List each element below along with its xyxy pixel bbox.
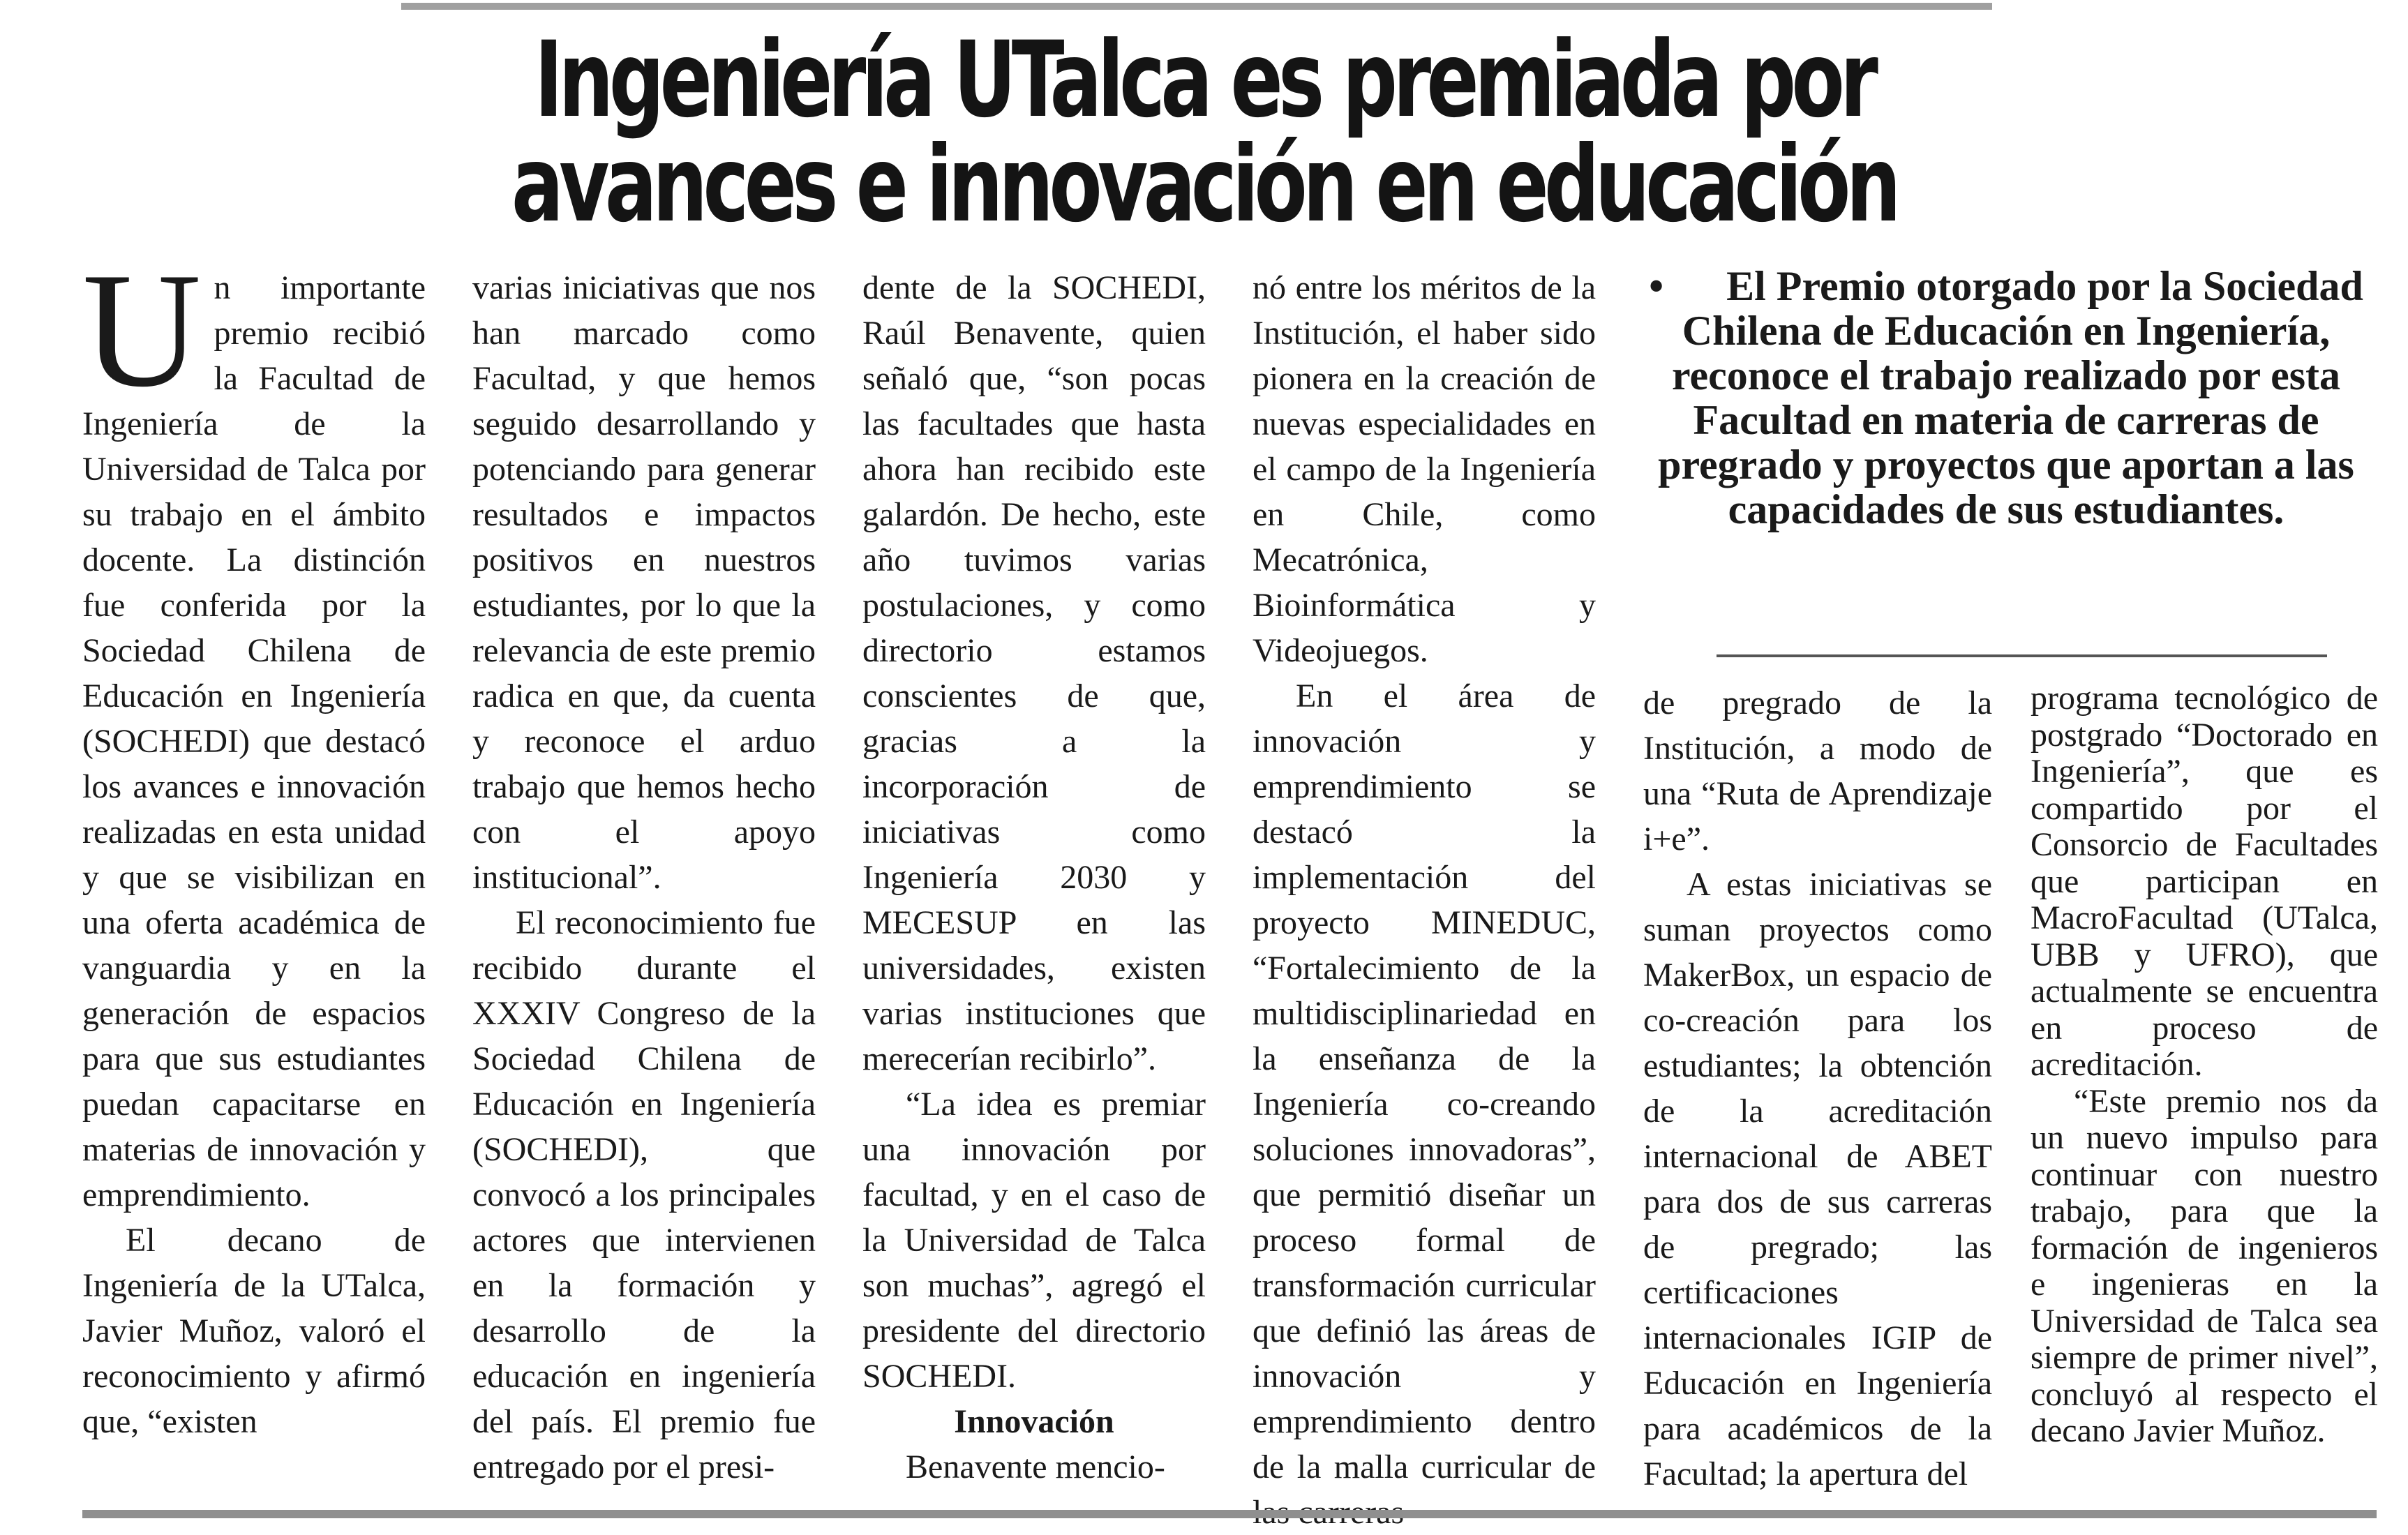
paragraph-closing-quote: “Este premio nos da un nuevo impulso para continuar con nuestro trabajo, para que la formación de ingenieros e ingenieras en la Universidad de Talca sea siempre de primer nivel”, concluyó al respecto el decano Javier Muñoz. <box>2031 1082 2378 1449</box>
column-6 <box>2031 680 2378 1450</box>
paragraph-dean-quote-cont: varias iniciativas que nos han marcado como Facultad, y que hemos seguido desarrollando y potenciando para generar resultados e impactos positivos en nuestros estudiantes, por lo que la relevancia de este premio radica en que, da cuenta y reconoce el arduo trabajo que hemos hecho con el apoyo institucional”. <box>472 269 816 896</box>
bottom-rule <box>82 1510 2377 1518</box>
column-3 <box>862 265 1206 1490</box>
paragraph-innovation-area-cont: de pregrado de la Institución, a modo de una “Ruta de Aprendizaje i+e”. <box>1643 684 1992 858</box>
column-1 <box>82 239 426 1444</box>
headline-line-1: Ingeniería UTalca es premiada por <box>534 20 1874 141</box>
subheading-innovacion: Innovación <box>954 1403 1114 1440</box>
paragraph-president-quote: “La idea es premiar una innovación por facultad, y en el caso de la Universidad de Talca son muchas”, agregó el presidente del directorio SOCHEDI. <box>862 1086 1206 1395</box>
headline-line-2: avances e innovación en educación <box>511 124 1897 246</box>
paragraph-merits-cont: nó entre los méritos de la Institución, el haber sido pionera en la creación de nuevas especialidades en el campo de la Ingeniería en Chile, como Mecatrónica, Bioinformática y Videojuegos. <box>1252 269 1596 669</box>
lead-divider <box>1717 654 2327 657</box>
paragraph-merits: Benavente mencio- <box>906 1448 1165 1485</box>
paragraph-intro-text: n importante premio recibió la Facultad de Ingeniería de la Universidad de Talca por su trabajo en el ámbito docente. La distinción fue conferida por la Sociedad Chilena de Educación en Ingeniería (SOCHEDI) que destacó los avances e innovación realizadas en esta unidad y que se visibilizan en una oferta académica de vanguardia y en la generación de espacios para que sus estudiantes puedan capacitarse en materias de innovación y emprendimiento. <box>82 269 426 1213</box>
paragraph-intro <box>82 239 426 1218</box>
paragraph-innovation-area: En el área de innovación y emprendimiento se destacó la implementación del proyecto MINEDUC, “Fortalecimiento de la multidisciplinariedad en la enseñanza de la Ingeniería co-creando soluciones innovadoras”, que permitió diseñar un proceso formal de transformación curricular que definió las áreas de innovación y emprendimiento dentro de la malla curricular de <box>1252 677 1596 1485</box>
column-5 <box>1643 680 1992 1497</box>
paragraph-initiatives-cont: programa tecnológico de postgrado “Doctorado en Ingeniería”, que es compartido por el Consorcio de Facultades que participan en MacroFacultad (UTalca, UBB y UFRO), que actualmente se encuentra en proceso de acreditación. <box>2031 680 2378 1083</box>
column-2 <box>472 265 816 1490</box>
lead-summary-text: El Premio otorgado por la Sociedad Chilena de Educación en Ingeniería, reconoce el trabajo realizado por esta Facultad en materia de carreras de pregrado y proyectos que aportan a las capacidades de sus estudiantes. <box>1658 263 2363 532</box>
bullet-icon: • <box>1649 263 1664 309</box>
paragraph-dean-quote: El decano de Ingeniería de la UTalca, Javier Muñoz, valoró el reconocimiento y afirmó que, “existen <box>82 1222 426 1440</box>
column-4 <box>1252 265 1596 1535</box>
headline <box>0 20 2408 246</box>
drop-cap: U <box>82 239 202 421</box>
lead-summary <box>1633 264 2379 532</box>
top-rule <box>401 3 1992 10</box>
paragraph-congress: El reconocimiento fue recibido durante el XXXIV Congreso de la Sociedad Chilena de Educación en Ingeniería (SOCHEDI), que convocó a los principales actores que intervienen en la formación y desarrollo de la educación en ingeniería del país. El premio fue entregado por el presi- <box>472 904 816 1485</box>
paragraph-initiatives: A estas iniciativas se suman proyectos como MakerBox, un espacio de co-creación para los estudiantes; la obtención de la acreditación internacional de ABET para dos de sus carreras de pregrado; las certificaciones internacionales IGIP de Educación en Ingeniería para académicos de la Facultad; la apertura del <box>1643 866 1992 1492</box>
paragraph-congress-cont: dente de la SOCHEDI, Raúl Benavente, quien señaló que, “son pocas las facultades que hasta ahora han recibido este galardón. De hecho, este año tuvimos varias postulaciones, y como directorio estamos conscientes de que, gracias a la incorporación de iniciativas como Ingeniería 2030 y MECESUP en las universidades, existen varias instituciones que merecerían recibirlo”. <box>862 269 1206 1077</box>
